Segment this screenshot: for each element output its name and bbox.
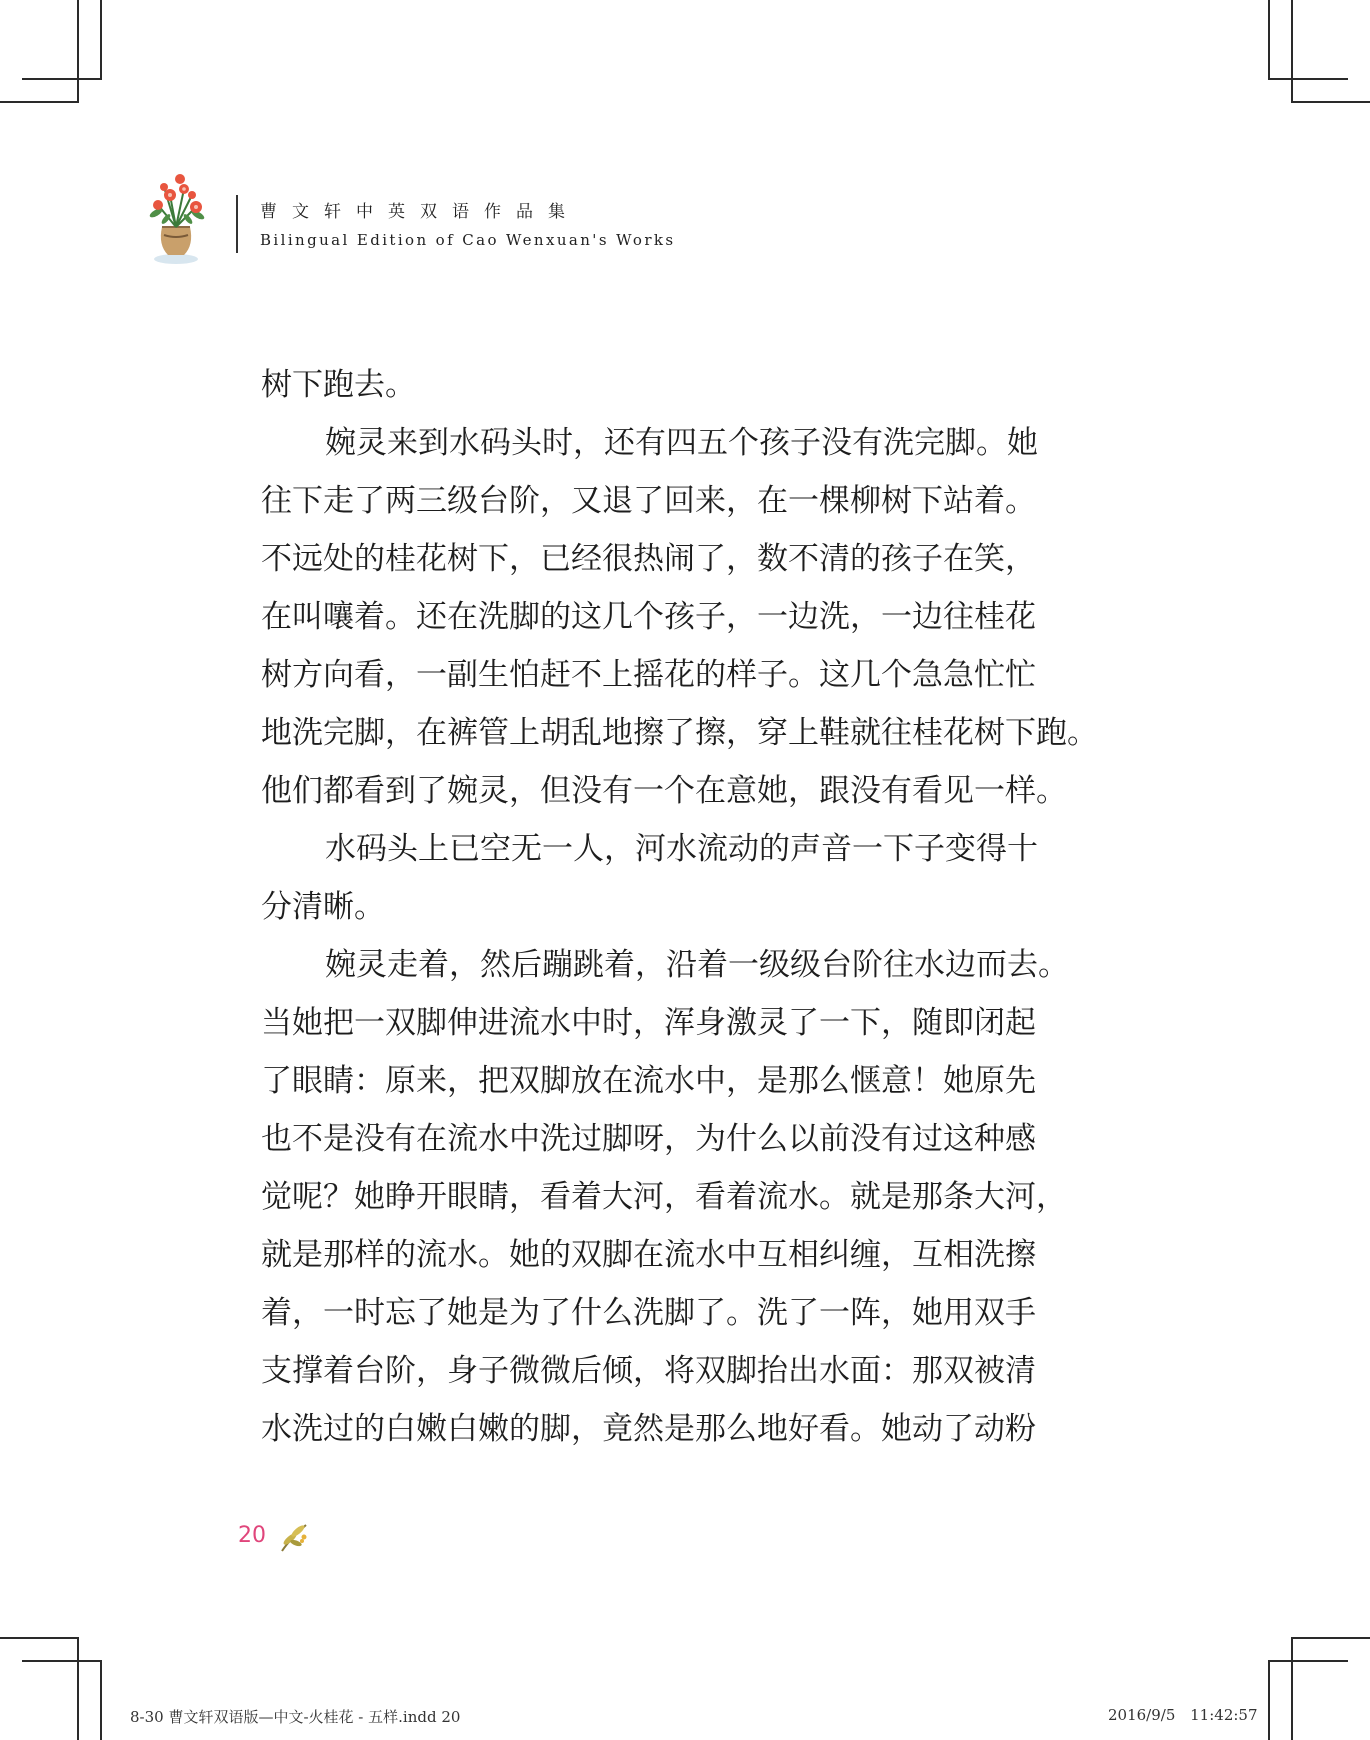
text-line: 树方向看，一副生怕赶不上摇花的样子。这几个急急忙忙 <box>261 657 1036 693</box>
crop-mark-bottom-right-h <box>1268 1660 1348 1662</box>
text-line: 他们都看到了婉灵，但没有一个在意她，跟没有看见一样。 <box>261 773 1067 809</box>
running-header <box>140 165 740 270</box>
crop-mark-top-right-v2 <box>1291 0 1293 103</box>
text-line: 分清晰。 <box>261 889 385 925</box>
text-line: 水洗过的白嫩白嫩的脚，竟然是那么地好看。她动了动粉 <box>261 1411 1036 1447</box>
text-line: 着，一时忘了她是为了什么洗脚了。洗了一阵，她用双手 <box>261 1295 1036 1331</box>
series-title-en: Bilingual Edition of Cao Wenxuan's Works <box>260 231 676 249</box>
text-line: 觉呢？她睁开眼睛，看着大河，看着流水。就是那条大河， <box>261 1179 1067 1215</box>
text-line: 就是那样的流水。她的双脚在流水中互相纠缠，互相洗擦 <box>261 1237 1036 1273</box>
flower-vase-icon <box>140 165 232 270</box>
crop-mark-bottom-left-v <box>100 1660 102 1740</box>
text-line: 不远处的桂花树下，已经很热闹了，数不清的孩子在笑， <box>261 541 1036 577</box>
slug-file-info: 8-30 曹文轩双语版—中文-火桂花 - 五样.indd 20 <box>130 1708 461 1726</box>
text-line: 在叫嚷着。还在洗脚的这几个孩子，一边洗，一边往桂花 <box>261 599 1036 635</box>
text-line: 水码头上已空无一人，河水流动的声音一下子变得十 <box>325 831 1038 867</box>
crop-mark-bottom-right-v2 <box>1291 1637 1293 1740</box>
crop-mark-top-left-v2 <box>77 0 79 103</box>
crop-mark-top-left-h <box>22 78 102 80</box>
header-divider <box>236 195 238 253</box>
text-line: 也不是没有在流水中洗过脚呀，为什么以前没有过这种感 <box>261 1121 1036 1157</box>
text-line: 地洗完脚，在裤管上胡乱地擦了擦，穿上鞋就往桂花树下跑。 <box>261 715 1098 751</box>
slug-timestamp: 2016/9/5 11:42:57 <box>1108 1706 1258 1724</box>
text-line: 树下跑去。 <box>261 367 416 403</box>
text-line: 往下走了两三级台阶，又退了回来，在一棵柳树下站着。 <box>261 483 1036 519</box>
crop-mark-bottom-left-v2 <box>77 1637 79 1740</box>
text-line: 了眼睛：原来，把双脚放在流水中，是那么惬意！她原先 <box>261 1063 1036 1099</box>
osmanthus-sprig-icon <box>276 1519 312 1555</box>
crop-mark-top-right-h <box>1268 78 1348 80</box>
body-text <box>261 356 1098 1458</box>
crop-mark-top-left-v <box>100 0 102 80</box>
crop-mark-bottom-right-h2 <box>1291 1637 1370 1639</box>
text-line: 婉灵来到水码头时，还有四五个孩子没有洗完脚。她 <box>325 425 1038 461</box>
crop-mark-top-right-v <box>1268 0 1270 80</box>
crop-mark-bottom-right-v <box>1268 1660 1270 1740</box>
page-number: 20 <box>238 1523 266 1548</box>
series-title-zh: 曹文轩中英双语作品集 <box>260 202 580 222</box>
text-line: 婉灵走着，然后蹦跳着，沿着一级级台阶往水边而去。 <box>325 947 1069 983</box>
text-line: 支撑着台阶，身子微微后倾，将双脚抬出水面：那双被清 <box>261 1353 1036 1389</box>
crop-mark-bottom-left-h <box>22 1660 102 1662</box>
folio <box>238 1523 266 1548</box>
crop-mark-top-left-h2 <box>0 101 79 103</box>
text-line: 当她把一双脚伸进流水中时，浑身激灵了一下，随即闭起 <box>261 1005 1036 1041</box>
crop-mark-top-right-h2 <box>1291 101 1370 103</box>
crop-mark-bottom-left-h2 <box>0 1637 79 1639</box>
